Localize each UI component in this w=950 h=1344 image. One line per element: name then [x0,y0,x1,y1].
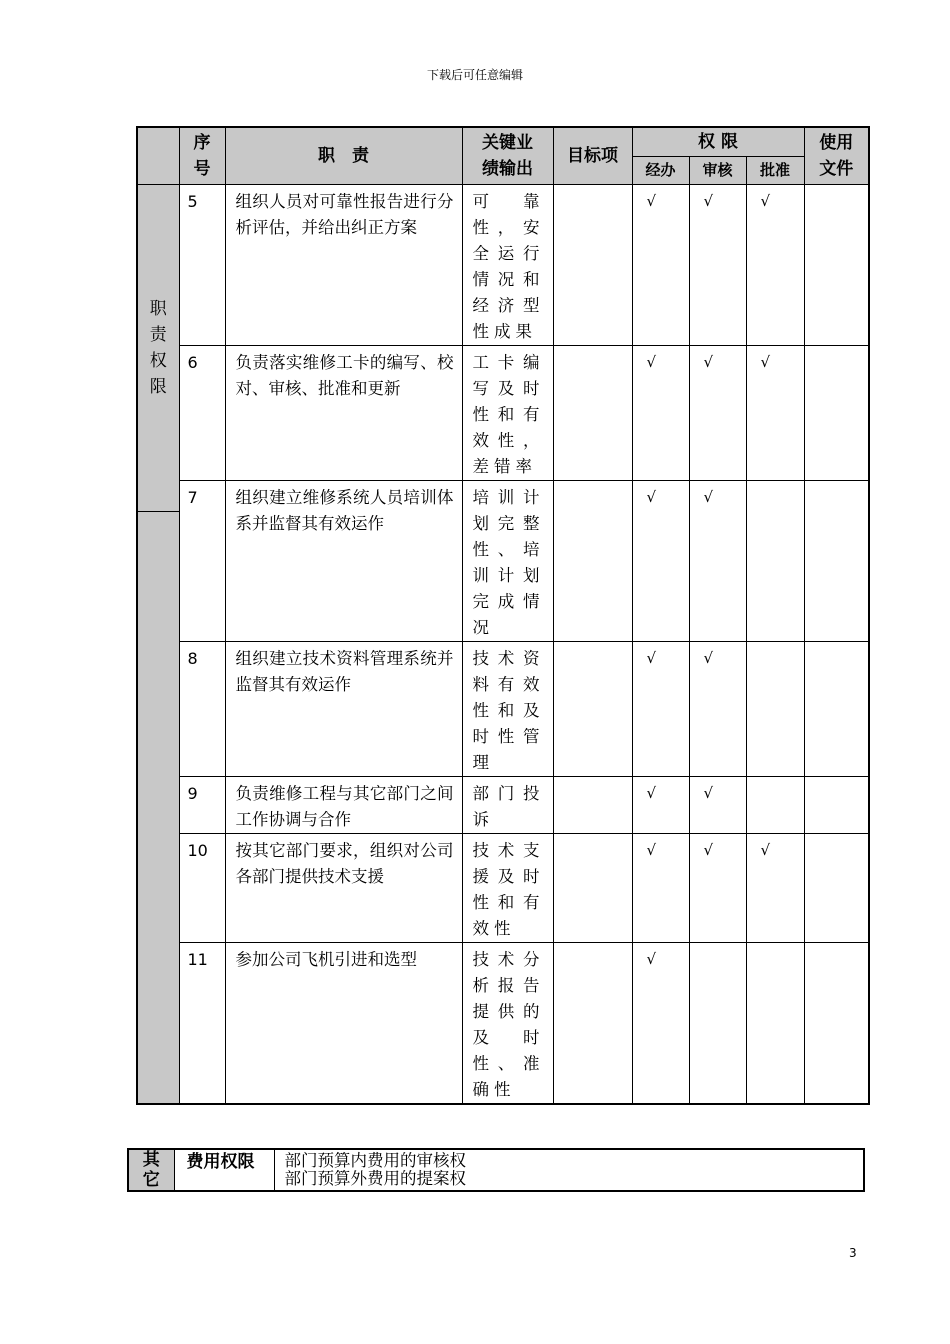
section-label: 职责权限 [137,184,179,511]
row-duty: 负责维修工程与其它部门之间工作协调与合作 [225,776,462,833]
check-mark: √ [646,949,657,968]
row-target [553,942,632,1104]
row-no: 7 [179,480,225,641]
check-mark: √ [646,191,657,210]
check-mark: √ [703,352,714,371]
row-target [553,184,632,345]
row-kpi: 工卡编写及时性和有效性，差错率 [462,345,553,480]
check-handle [632,345,689,480]
check-approve [746,942,804,1104]
check-mark: √ [760,191,771,210]
check-handle [632,480,689,641]
header-authority: 权 限 [632,127,804,156]
header-note: 下载后可任意编辑 [426,68,523,82]
row-target [553,776,632,833]
row-docs [804,833,869,942]
row-duty: 组织建立技术资料管理系统并监督其有效运作 [225,641,462,776]
row-no: 11 [179,942,225,1104]
expense-authority-items [274,1149,864,1191]
check-handle [632,641,689,776]
check-mark: √ [703,648,714,667]
duty-authority-table [136,126,870,1105]
table-row [137,942,869,1104]
row-target [553,641,632,776]
row-docs [804,480,869,641]
other-section-label: 其它 [128,1149,174,1191]
row-kpi: 可靠性，安全运行情况和经济型性成果 [462,184,553,345]
check-mark: √ [760,840,771,859]
check-mark: √ [646,487,657,506]
check-handle [632,776,689,833]
row-target [553,480,632,641]
table-row [137,184,869,345]
check-review [689,641,746,776]
row-duty: 组织人员对可靠性报告进行分析评估，并给出纠正方案 [225,184,462,345]
check-approve [746,833,804,942]
check-mark: √ [646,783,657,802]
row-docs [804,345,869,480]
check-handle [632,833,689,942]
row-kpi: 技术分析报告提供的及时性、准确性 [462,942,553,1104]
check-review [689,184,746,345]
row-duty: 组织建立维修系统人员培训体系并监督其有效运作 [225,480,462,641]
check-mark: √ [703,840,714,859]
row-docs [804,942,869,1104]
row-docs [804,184,869,345]
check-handle [632,942,689,1104]
check-approve [746,776,804,833]
table-row [137,776,869,833]
check-review [689,480,746,641]
row-target [553,833,632,942]
header-kpi: 关键业绩输出 [462,127,553,184]
check-approve [746,641,804,776]
check-mark: √ [703,487,714,506]
header-auth-handle: 经办 [632,156,689,184]
row-no: 5 [179,184,225,345]
row-duty: 按其它部门要求，组织对公司各部门提供技术支援 [225,833,462,942]
other-authority-table [127,1148,865,1192]
check-review [689,942,746,1104]
check-mark: √ [703,191,714,210]
check-mark: √ [646,840,657,859]
check-review [689,345,746,480]
header-auth-approve: 批准 [746,156,804,184]
table-row [137,833,869,942]
page-number: 3 [849,1246,857,1260]
table-row [137,641,869,776]
check-mark: √ [646,352,657,371]
row-no: 9 [179,776,225,833]
expense-authority-label: 费用权限 [174,1149,274,1191]
row-kpi: 技术资料有效性和及时性管理 [462,641,553,776]
row-kpi: 部门投诉 [462,776,553,833]
row-kpi: 培训计划完整性、培训计划完成情况 [462,480,553,641]
check-review [689,833,746,942]
row-no: 10 [179,833,225,942]
table-row-part [137,480,869,511]
expense-item: 部门预算内费用的审核权 [284,1151,466,1170]
section-side-blank [137,511,179,1104]
header-docs: 使用文件 [804,127,869,184]
header-duty: 职 责 [225,127,462,184]
header-auth-review: 审核 [689,156,746,184]
header-corner [137,127,179,184]
header-target: 目标项 [553,127,632,184]
check-approve [746,480,804,641]
row-kpi: 技术支援及时性和有效性 [462,833,553,942]
check-review [689,776,746,833]
row-duty: 参加公司飞机引进和选型 [225,942,462,1104]
row-docs [804,641,869,776]
check-mark: √ [760,352,771,371]
row-docs [804,776,869,833]
check-mark: √ [703,783,714,802]
row-target [553,345,632,480]
check-approve [746,184,804,345]
table-row [137,345,869,480]
row-no: 6 [179,345,225,480]
check-handle [632,184,689,345]
check-mark: √ [646,648,657,667]
row-duty: 负责落实维修工卡的编写、校对、审核、批准和更新 [225,345,462,480]
row-no: 8 [179,641,225,776]
header-no: 序号 [179,127,225,184]
check-approve [746,345,804,480]
expense-item: 部门预算外费用的提案权 [284,1169,466,1188]
